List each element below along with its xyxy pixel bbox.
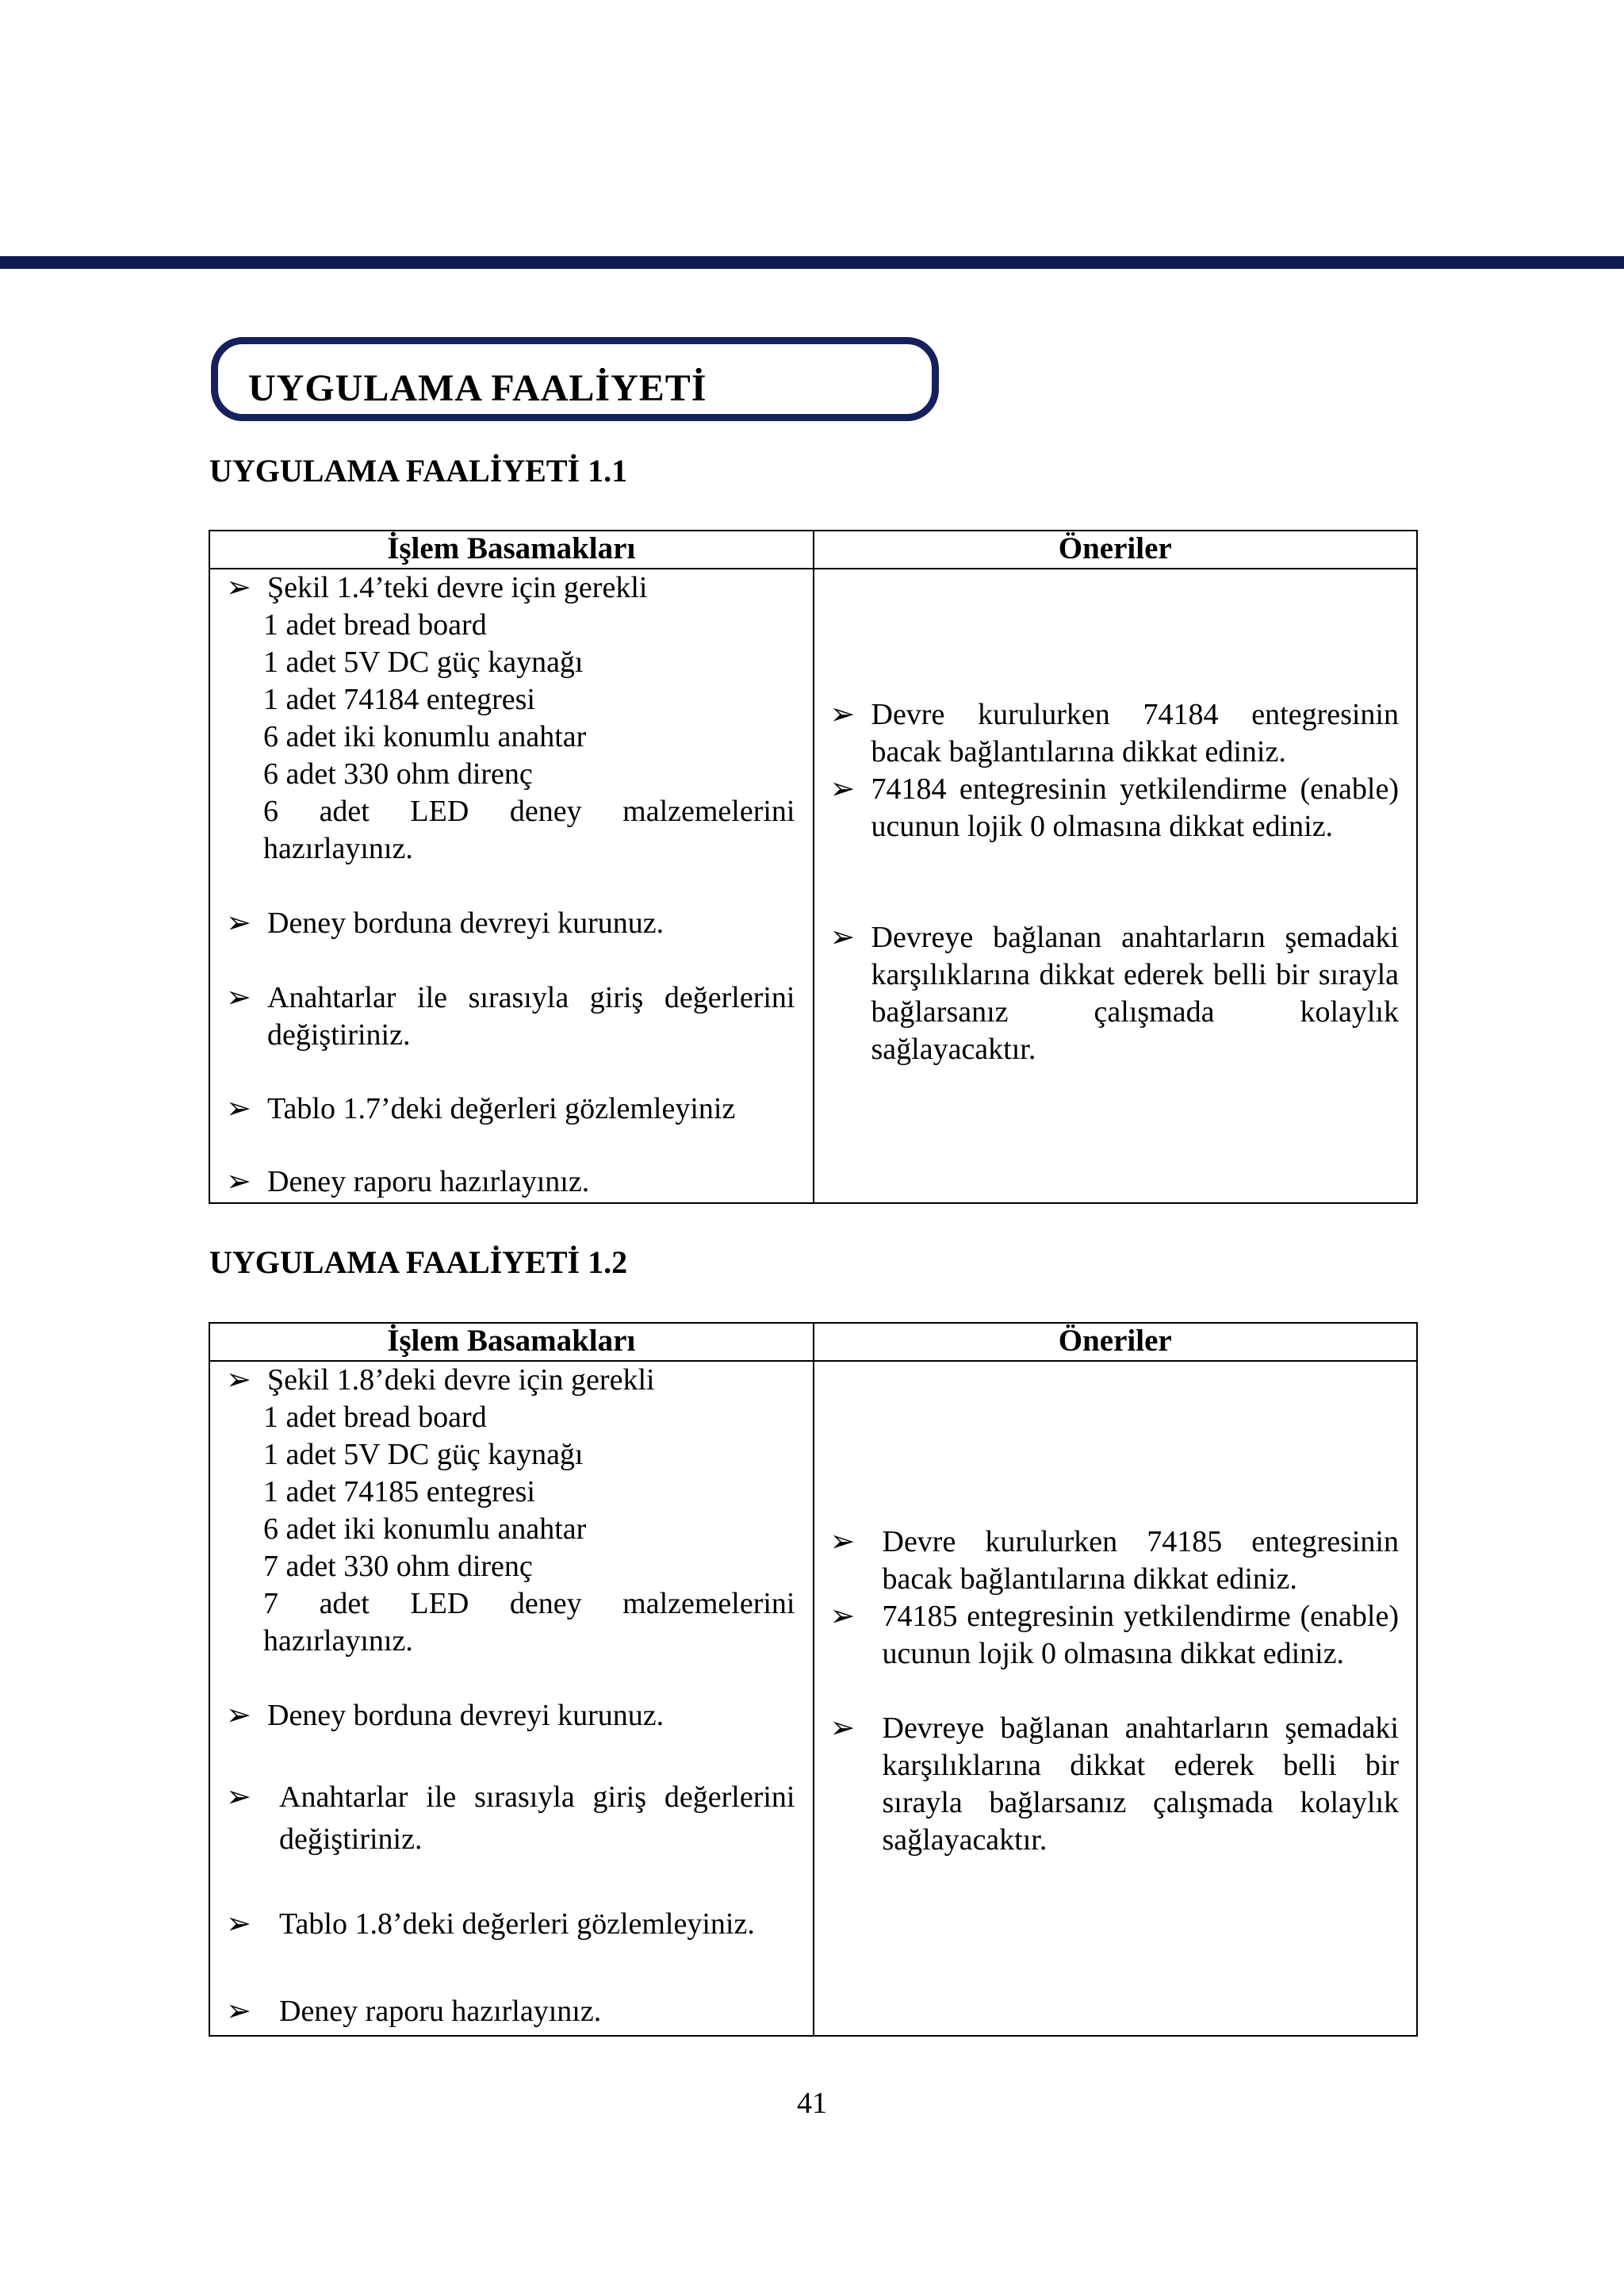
activity-title: UYGULAMA FAALİYETİ <box>248 367 707 409</box>
material-item: 1 adet 5V DC güç kaynağı <box>263 646 584 679</box>
tips-column-header: Öneriler <box>814 1323 1418 1361</box>
arrow-bullet-icon: ➢ <box>226 571 251 604</box>
arrow-bullet-icon: ➢ <box>226 906 251 940</box>
arrow-bullet-icon: ➢ <box>226 1363 251 1397</box>
material-item: hazırlayınız. <box>263 832 413 865</box>
tip-item: ➢ 74185 entegresinin yetkilendirme (enable) ucunun lojik 0 olmasına dikkat ediniz. <box>829 1600 1399 1670</box>
steps-cell <box>209 569 814 1203</box>
arrow-bullet-icon: ➢ <box>829 1525 856 1558</box>
arrow-bullet-icon: ➢ <box>829 1711 856 1745</box>
arrow-bullet-icon: ➢ <box>226 1165 251 1198</box>
material-item: 6 adet LED deney malzemelerini <box>263 795 795 828</box>
step-item: ➢ Deney raporu hazırlayınız. <box>226 1993 795 2030</box>
tips-column-header: Öneriler <box>814 531 1418 569</box>
step-item: ➢ Deney raporu hazırlayınız. <box>226 1163 795 1201</box>
steps-column-header: İşlem Basamakları <box>209 531 814 569</box>
arrow-bullet-icon: ➢ <box>226 1907 251 1941</box>
arrow-bullet-icon: ➢ <box>226 981 251 1014</box>
steps-column-header: İşlem Basamakları <box>209 1323 814 1361</box>
arrow-bullet-icon: ➢ <box>226 1995 251 2028</box>
arrow-bullet-icon: ➢ <box>226 1092 251 1125</box>
steps-cell <box>209 1361 814 2036</box>
material-item: 1 adet 74185 entegresi <box>263 1475 535 1508</box>
tips-cell <box>814 569 1418 1203</box>
tip-item: ➢ Devreye bağlanan anahtarların şemadaki karşılıklarına dikkat ederek belli bir sırayla bağlarsanız çalışmada kolaylık sağlayacaktır. <box>829 921 1399 1066</box>
arrow-bullet-icon: ➢ <box>829 772 856 806</box>
material-item: 6 adet iki konumlu anahtar <box>263 720 587 753</box>
tip-item: ➢ Devreye bağlanan anahtarların şemadaki karşılıklarına dikkat ederek belli bir sırayla bağlarsanız çalışmada kolaylık sağlayacaktır. <box>829 1711 1399 1857</box>
tip-item: ➢ Devre kurulurken 74184 entegresinin bacak bağlantılarına dikkat ediniz. <box>829 698 1399 768</box>
step-item: ➢ Anahtarlar ile sırasıyla giriş değerlerini değiştiriniz. <box>226 1776 795 1861</box>
material-item: 1 adet bread board <box>263 608 487 642</box>
step-item: ➢ Anahtarlar ile sırasıyla giriş değerlerini değiştiriniz. <box>226 981 795 1052</box>
tips-cell <box>814 1361 1418 2036</box>
arrow-bullet-icon: ➢ <box>226 1699 251 1732</box>
step-item: ➢ Tablo 1.8’deki değerleri gözlemleyiniz. <box>226 1906 795 1943</box>
activity-2-heading: UYGULAMA FAALİYETİ 1.2 <box>209 1244 628 1280</box>
step-item: ➢ Deney borduna devreyi kurunuz. <box>226 1697 795 1734</box>
step-item: ➢ Şekil 1.4’teki devre için gerekli <box>226 569 795 607</box>
header-rule <box>0 256 1624 269</box>
arrow-bullet-icon: ➢ <box>829 698 856 731</box>
tip-item: ➢ Devre kurulurken 74185 entegresinin bacak bağlantılarına dikkat ediniz. <box>829 1525 1399 1596</box>
step-item: ➢ Şekil 1.8’deki devre için gerekli <box>226 1362 795 1399</box>
material-item: 6 adet iki konumlu anahtar <box>263 1512 587 1546</box>
arrow-bullet-icon: ➢ <box>226 1780 251 1814</box>
material-item: 1 adet 74184 entegresi <box>263 683 535 716</box>
activity-title-box <box>211 337 939 421</box>
step-item: ➢ Tablo 1.7’deki değerleri gözlemleyiniz <box>226 1090 795 1128</box>
step-item: ➢ Deney borduna devreyi kurunuz. <box>226 905 795 942</box>
material-item: 1 adet 5V DC güç kaynağı <box>263 1438 584 1471</box>
material-item: 7 adet LED deney malzemelerini <box>263 1587 795 1620</box>
arrow-bullet-icon: ➢ <box>829 921 856 954</box>
page-number: 41 <box>797 2087 827 2120</box>
material-item: 1 adet bread board <box>263 1401 487 1434</box>
material-item: 6 adet 330 ohm direnç <box>263 757 533 791</box>
activity-2-table <box>209 1322 1418 2037</box>
activity-1-heading: UYGULAMA FAALİYETİ 1.1 <box>209 453 628 489</box>
material-item: 7 adet 330 ohm direnç <box>263 1550 533 1583</box>
arrow-bullet-icon: ➢ <box>829 1600 856 1633</box>
activity-1-table <box>209 530 1418 1204</box>
tip-item: ➢ 74184 entegresinin yetkilendirme (enable) ucunun lojik 0 olmasına dikkat ediniz. <box>829 772 1399 843</box>
material-item: hazırlayınız. <box>263 1624 413 1658</box>
